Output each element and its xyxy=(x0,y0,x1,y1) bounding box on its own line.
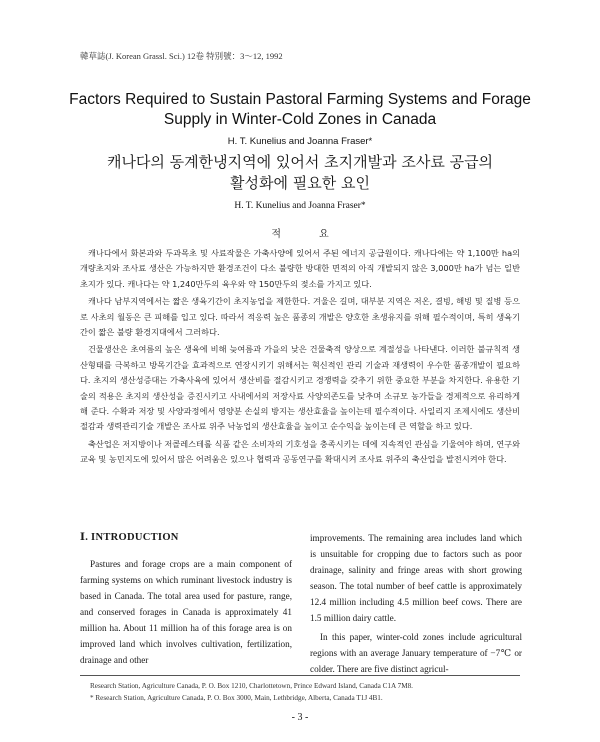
page-number: - 3 - xyxy=(291,712,309,723)
intro-left-paragraph-1: Pastures and forage crops are a main component of farming systems on which ruminant livestock industry is based in Canada. The total area used for pasture, range, and conserved forages in Canada is approximately 41 million ha. About 11 million ha of this forage area is on improved land which involves cultivation, fertilization, drainage and other xyxy=(80,559,292,665)
footnote-1: Research Station, Agriculture Canada, P. O. Box 1210, Charlottetown, Prince Edward Island, Canada C1A 7M8. xyxy=(90,682,413,690)
english-title-line-2: Supply in Winter-Cold Zones in Canada xyxy=(163,111,437,128)
right-column xyxy=(310,530,522,677)
introduction-heading: Ⅰ. INTRODUCTION xyxy=(80,532,179,543)
abstract-paragraph-4: 축산업은 저지방이나 저콜레스테롤 식품 같은 소비자의 기호성을 충족시키는 데에 지속적인 관심을 기울여야 하며, 연구와 교육 및 농민지도에 있어서 많은 어려움은 있으나 협력과 공동연구를 확대시켜 조사료 위주의 축산업을 발전시켜야 한다. xyxy=(80,438,520,465)
abstract-paragraph-3: 건물생산은 초여름의 높은 생육에 비해 늦여름과 가을의 낮은 건물축적 양상으로 계절성을 나타낸다. 이러한 불규칙적 생산형태를 극복하고 방목기간을 효과적으로 연장시키기 위해서는 혁신적인 관리 기술과 재생력이 우수한 품종개발이 필요하다. 초지의 생산성증대는 가축사육에 있어서 생산비를 절감시키고 경쟁력을 갖추기 위한 중요한 부분을 차지한다. 유용한 기술의 적용은 초지의 생산성을 증진시키고 사내에서의 저장사료 사양의존도를 낮추며 소규모 농가들을 경제적으로 유리하게 해 준다. 수확과 저장 및 사양과정에서 영양분 손실의 방지는 생산효율을 높이는데 필수적이다. 사일리지 조제시에도 생산비 절감과 생력관리기술 개발은 조사료 위주 낙농업의 생산효율을 높이고 순수익을 높이는데 큰 역할을 하고 있다. xyxy=(80,344,520,432)
intro-right-paragraph-2: In this paper, winter-cold zones include agricultural regions with an average January temperature of −7℃ or colder. There are five distinct agricul- xyxy=(310,632,522,674)
english-title-line-1: Factors Required to Sustain Pastoral Farming Systems and Forage xyxy=(69,91,531,108)
footnote-2: * Research Station, Agriculture Canada, P. O. Box 3000, Main, Lethbridge, Alberta, Canada T1J 4B1. xyxy=(90,694,383,702)
korean-authors: H. T. Kunelius and Joanna Fraser* xyxy=(234,201,366,211)
journal-citation: 韓草誌(J. Korean Grassl. Sci.) 12卷 特別號：3～12, 1992 xyxy=(80,51,283,61)
introduction-section xyxy=(80,530,522,674)
korean-title-line-2: 활성화에 필요한 요인 xyxy=(230,174,370,192)
footnotes xyxy=(90,680,520,704)
abstract-paragraph-1: 캐나다에서 화본과와 두과목초 및 사료작물은 가축사양에 있어서 주된 에너지 공급원이다. 캐나다에는 약 1,100만 ha의 개량초지와 조사료 생산은 가능하지만 환경조건이 다소 불량한 방대한 면적의 아직 개발되지 않은 3,000만 ha가 넘는 일반초지가 있다. 캐나다는 약 1,240만두의 육우와 약 150만두의 젖소를 가지고 있다. xyxy=(80,248,520,289)
abstract-heading: 적요 xyxy=(271,229,367,240)
korean-abstract xyxy=(80,246,520,470)
korean-title-line-1: 캐나다의 동계한냉지역에 있어서 초지개발과 조사료 공급의 xyxy=(106,153,494,171)
english-authors: H. T. Kunelius and Joanna Fraser* xyxy=(227,136,373,147)
left-column xyxy=(80,530,292,668)
intro-right-paragraph-1: improvements. The remaining area includes land which is unsuitable for cropping due to factors such as poor drainage, salinity and fringe areas with short growing season. The total number of beef cattle is approximately 12.4 million including 4.5 million beef cows. There are 1.5 million dairy cattle. xyxy=(310,533,522,623)
footnote-divider xyxy=(80,675,520,676)
korean-title-block xyxy=(60,152,540,217)
english-title-block xyxy=(60,90,540,152)
abstract-paragraph-2: 캐나다 남부지역에서는 짧은 생육기간이 초지농업을 제한한다. 겨울은 길며, 대부분 지역은 저온, 결빙, 해빙 및 질병 등으로 사초의 월동은 큰 피해를 입고 있다. 따라서 적응력 높은 품종의 개발은 양호한 초생유지를 위해 필수적이며, 특히 생육기간이 짧은 불량 환경지대에서 그러하다. xyxy=(80,296,520,338)
